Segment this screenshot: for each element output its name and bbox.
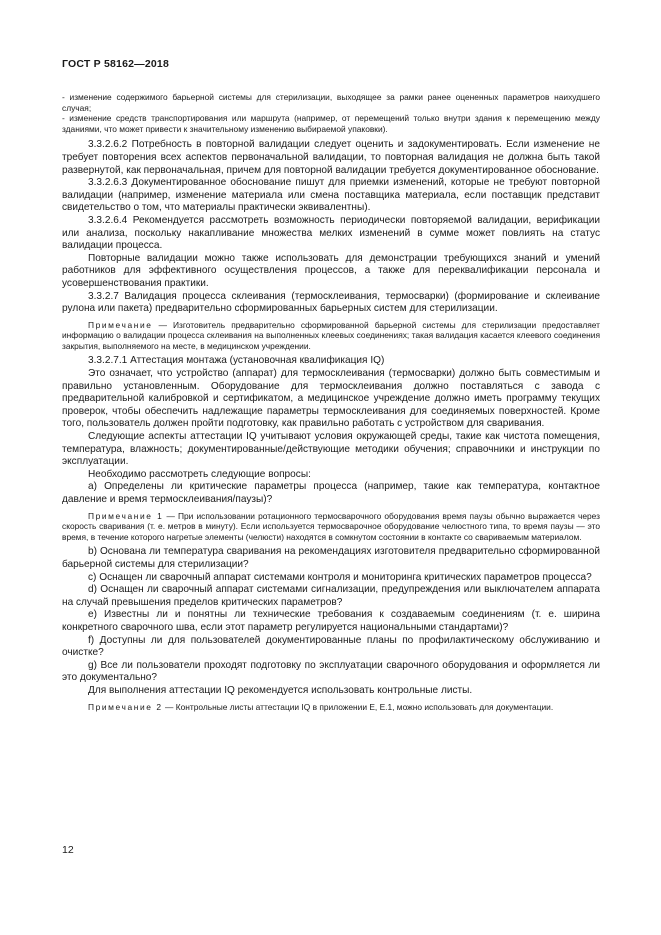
note-label: Примечание 2 (88, 701, 163, 712)
page-number: 12 (62, 844, 74, 856)
section-heading: 3.3.2.7.1 Аттестация монтажа (установочная квалификация IQ) (88, 355, 385, 367)
page-body (62, 92, 600, 716)
question-item: b) Основана ли температура сваривания на рекомендациях изготовителя предварительно сформированной барьерной системы для стерилизации? (62, 546, 600, 570)
note-text: — При использовании ротационного термосварочного оборудования время паузы обычно выражается через скорость сваривания (т. е. метров в минуту). Если используется термосварочное оборудование челюстного типа, то время паузы — это время, в течение которого нагретые элементы (челюсти) находятся в сомкнутом состоянии в контакте со свариваемым материалом. (62, 510, 600, 542)
intro-item: - изменение содержимого барьерной системы для стерилизации, выходящее за рамки ранее оцененных параметров наихудшего случая; (62, 92, 600, 113)
paragraph: Это означает, что устройство (аппарат) для термосклеивания (термосварки) должно быть совместимым и правильно установленным. Оборудование для термосклеивания должно поставляться с завода с предварительной калибровкой и сертификатом, а медицинское учреждение должно иметь программу текущих проверок, чтобы обеспечить надлежащие параметры термосклеивания для соединяемых поверхностей. Кроме того, пользователь должен пройти подготовку, как правильно работать с устройством для сваривания. (62, 368, 600, 430)
note (62, 320, 600, 352)
intro-item: - изменение средств транспортирования или маршрута (например, от перемещений только внутри здания к перемещению между зданиями, что может привести к значительному изменению выбираемой упаковки). (62, 113, 600, 134)
note-text: — Контрольные листы аттестации IQ в приложении E, E.1, можно использовать для документации. (162, 701, 554, 712)
paragraph: Необходимо рассмотреть следующие вопросы: (88, 468, 311, 480)
paragraph: 3.3.2.6.3 Документированное обоснование пишут для приемки изменений, которые не требуют повторной валидации (например, изменение материала или смена поставщика материала, если поставщик представит свидетельство о том, что материалы практически эквивалентны). (62, 177, 600, 214)
note-label: Примечание 1 (88, 510, 164, 521)
note-text: — Изготовитель предварительно сформированной барьерной системы для стерилизации предоставляет информацию о валидации процесса склеивания на выполненных клеевых соединениях; такая валидация касается клеевого соединения закрытия, выполняемого на месте, в медицинском учреждении. (62, 319, 600, 351)
question-item: d) Оснащен ли сварочный аппарат системами сигнализации, предупреждения или выключателем аппарата на случай превышения пределов критических параметров? (62, 584, 600, 608)
paragraph: Для выполнения аттестации IQ рекомендуется использовать контрольные листы. (88, 684, 473, 696)
paragraph: 3.3.2.6.4 Рекомендуется рассмотреть возможность периодически повторяемой валидации, верификации или анализа, поскольку накапливание множества мелких изменений в сумме может повлиять на статус валидации процесса. (62, 214, 600, 252)
paragraph: Повторные валидации можно также использовать для демонстрации требующихся знаний и умений работников для эффективного осуществления процессов, а также для переквалификации персонала и усовершенствования практики. (62, 252, 600, 289)
question-item: f) Доступны ли для пользователей документированные планы по профилактическому обслуживанию и очистке? (62, 634, 600, 659)
question-item: g) Все ли пользователи проходят подготовку по эксплуатации сварочного оборудования и оформляется ли это документально? (62, 659, 600, 684)
standard-title: ГОСТ Р 58162—2018 (62, 58, 170, 70)
paragraph: 3.3.2.6.2 Потребность в повторной валидации следует оценить и задокументировать. Если изменение не требует повторения всех аспектов первоначальной валидации, то повторная валидация не должна быть такой развернутой, как первоначальная, причем для повторной валидации требуется документированное обоснование. (62, 139, 600, 176)
question-item: c) Оснащен ли сварочный аппарат системами контроля и мониторинга критических параметров процесса? (88, 571, 592, 583)
note-label: Примечание (88, 319, 153, 330)
question-item: а) Определены ли критические параметры процесса (например, такие как температура, контактное давление и время термосклеивания/паузы)? (62, 481, 600, 505)
note (62, 511, 600, 543)
note (62, 702, 600, 713)
question-item: е) Известны ли и понятны ли технические требования к создаваемым соединениям (т. е. ширина конкретного сварочного шва, если этот параметр регулируется национальными стандартами)? (62, 609, 600, 633)
paragraph: Следующие аспекты аттестации IQ учитывают условия окружающей среды, такие как чистота помещения, температура, влажность; документированные/действующие методики обучения; справочники и инструкции по эксплуатации. (62, 431, 600, 468)
paragraph: 3.3.2.7 Валидация процесса склеивания (термосклеивания, термосварки) (формирование и склеивание рулона или пакета) предварительно сформированных барьерных систем для стерилизации. (62, 290, 600, 315)
